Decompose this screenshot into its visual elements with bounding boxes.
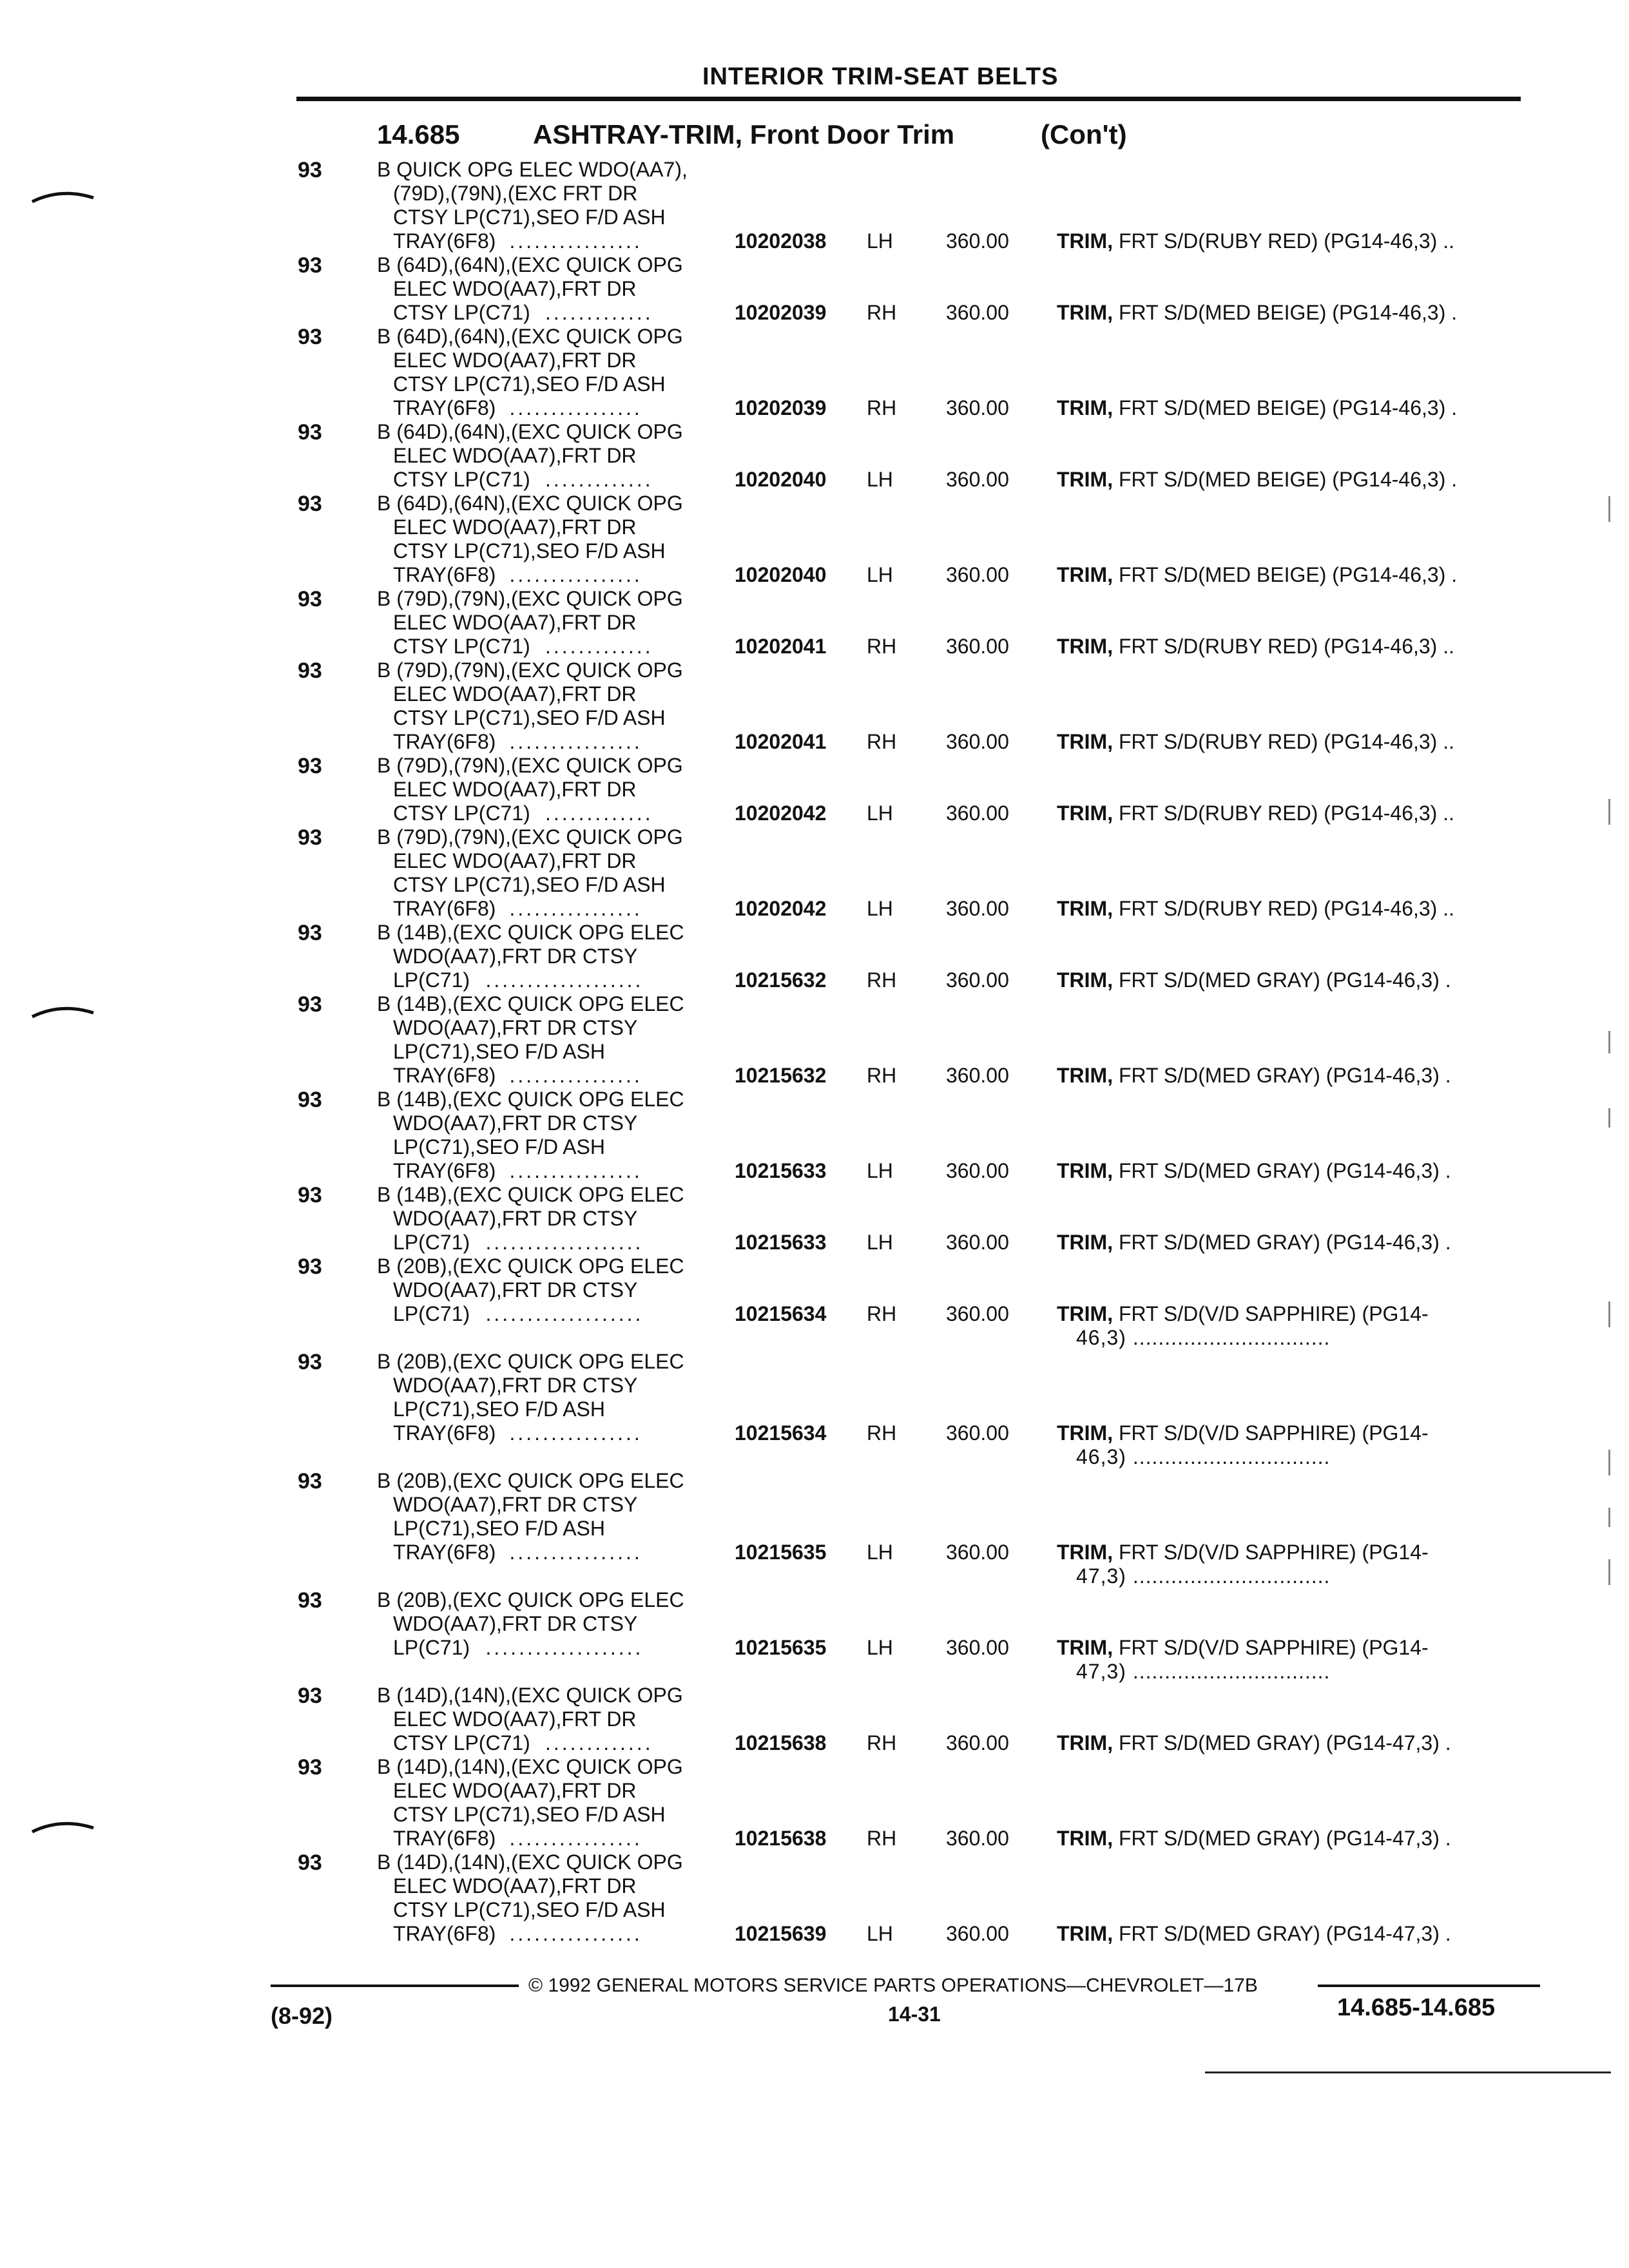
trim-leader: . [1445, 1922, 1451, 1945]
part-number: 10202038 [735, 229, 827, 253]
leader-dots: ................ [509, 1159, 642, 1182]
margin-tick [1608, 799, 1610, 825]
trim-note [1057, 1636, 1429, 1660]
leader-dots: ............. [545, 635, 653, 658]
part-number: 10215632 [735, 1064, 827, 1087]
side-indicator: RH [867, 1064, 897, 1087]
quantity-code: 360.00 [946, 968, 1009, 992]
ref-number: 93 [298, 1088, 322, 1112]
leader-dots: ................ [509, 563, 642, 586]
description-line: LP(C71),SEO F/D ASH [393, 1040, 605, 1063]
ref-number: 93 [298, 1350, 322, 1374]
punch-hole-mark [26, 999, 103, 1024]
quantity-code: 360.00 [946, 1731, 1009, 1754]
description-line: LP(C71) [393, 1231, 470, 1254]
description-line: B QUICK OPG ELEC WDO(AA7), [377, 158, 688, 181]
side-indicator: RH [867, 1827, 897, 1850]
part-number: 10202039 [735, 301, 827, 324]
footer-date: (8-92) [271, 2003, 333, 2029]
description-line: B (64D),(64N),(EXC QUICK OPG [377, 325, 683, 348]
description-line: B (14D),(14N),(EXC QUICK OPG [377, 1850, 683, 1874]
quantity-code: 360.00 [946, 229, 1009, 253]
description-line: ELEC WDO(AA7),FRT DR [393, 1707, 637, 1731]
description-line: TRAY(6F8) [393, 563, 496, 586]
trim-description: FRT S/D(MED BEIGE) (PG14-46,3) [1118, 301, 1446, 324]
description-line: CTSY LP(C71),SEO F/D ASH [393, 206, 666, 229]
trim-note [1057, 1302, 1429, 1326]
trim-note-continuation: 47,3) ............................... [1076, 1564, 1331, 1588]
ref-number: 93 [298, 1850, 322, 1875]
trim-leader: .. [1443, 635, 1454, 658]
quantity-code: 360.00 [946, 730, 1009, 753]
description-line: B (64D),(64N),(EXC QUICK OPG [377, 420, 683, 443]
description-line: ELEC WDO(AA7),FRT DR [393, 444, 637, 467]
side-indicator: RH [867, 730, 897, 753]
description-line: B (14B),(EXC QUICK OPG ELEC [377, 921, 684, 944]
trim-description: FRT S/D(MED GRAY) (PG14-46,3) [1118, 1159, 1440, 1182]
description-line: CTSY LP(C71),SEO F/D ASH [393, 1898, 666, 1921]
description-line: B (79D),(79N),(EXC QUICK OPG [377, 587, 683, 610]
description-line: CTSY LP(C71),SEO F/D ASH [393, 372, 666, 396]
trim-label: TRIM, [1057, 968, 1113, 992]
trim-note [1057, 897, 1454, 921]
description-line: CTSY LP(C71),SEO F/D ASH [393, 1803, 666, 1826]
description-line: B (64D),(64N),(EXC QUICK OPG [377, 492, 683, 515]
leader-dots: ................ [509, 1064, 642, 1087]
description-line: ELEC WDO(AA7),FRT DR [393, 682, 637, 706]
description-line: CTSY LP(C71) [393, 468, 530, 491]
trim-note-continuation: 47,3) ............................... [1076, 1660, 1331, 1683]
ref-number: 93 [298, 754, 322, 778]
description-line: B (14B),(EXC QUICK OPG ELEC [377, 1088, 684, 1111]
ref-number: 93 [298, 658, 322, 683]
trim-label: TRIM, [1057, 730, 1113, 753]
trim-note [1057, 1827, 1451, 1850]
footer-rule [1318, 1984, 1540, 1987]
trim-note [1057, 468, 1457, 492]
trim-label: TRIM, [1057, 897, 1113, 920]
leader-dots: ................... [485, 1636, 644, 1659]
footer-rule [271, 1984, 519, 1987]
description-line: WDO(AA7),FRT DR CTSY [393, 1111, 638, 1135]
description-line: CTSY LP(C71),SEO F/D ASH [393, 539, 666, 562]
quantity-code: 360.00 [946, 802, 1009, 825]
description-line: ELEC WDO(AA7),FRT DR [393, 778, 637, 801]
description-line: LP(C71),SEO F/D ASH [393, 1517, 605, 1540]
quantity-code: 360.00 [946, 563, 1009, 586]
bottom-rule [1205, 2071, 1611, 2073]
part-number: 10215633 [735, 1159, 827, 1182]
side-indicator: LH [867, 1159, 893, 1182]
trim-label: TRIM, [1057, 802, 1113, 825]
side-indicator: LH [867, 1922, 893, 1945]
trim-description: FRT S/D(RUBY RED) (PG14-46,3) [1118, 897, 1438, 920]
description-line: TRAY(6F8) [393, 1541, 496, 1564]
description-line: TRAY(6F8) [393, 1421, 496, 1445]
trim-leader: . [1445, 1827, 1451, 1850]
trim-note-continuation: 46,3) ............................... [1076, 1445, 1331, 1468]
trim-description: FRT S/D(MED BEIGE) (PG14-46,3) [1118, 396, 1446, 419]
side-indicator: RH [867, 396, 897, 419]
trim-description: FRT S/D(V/D SAPPHIRE) (PG14- [1118, 1421, 1429, 1445]
description-line: TRAY(6F8) [393, 897, 496, 920]
description-line: TRAY(6F8) [393, 730, 496, 753]
side-indicator: LH [867, 229, 893, 253]
quantity-code: 360.00 [946, 635, 1009, 658]
ref-number: 93 [298, 1684, 322, 1708]
ref-number: 93 [298, 158, 322, 182]
description-line: B (14B),(EXC QUICK OPG ELEC [377, 1183, 684, 1206]
trim-description: FRT S/D(MED GRAY) (PG14-47,3) [1118, 1922, 1440, 1945]
side-indicator: LH [867, 897, 893, 920]
side-indicator: RH [867, 1302, 897, 1325]
description-line: B (20B),(EXC QUICK OPG ELEC [377, 1350, 684, 1373]
leader-dots: ................ [509, 1827, 642, 1850]
quantity-code: 360.00 [946, 1231, 1009, 1254]
trim-description: FRT S/D(V/D SAPPHIRE) (PG14- [1118, 1636, 1429, 1659]
trim-label: TRIM, [1057, 1922, 1113, 1945]
margin-tick [1608, 1508, 1610, 1527]
trim-note [1057, 301, 1457, 325]
quantity-code: 360.00 [946, 1064, 1009, 1087]
leader-dots: ................ [509, 1541, 642, 1564]
leader-dots: ................ [509, 1421, 642, 1445]
quantity-code: 360.00 [946, 396, 1009, 419]
footer-section-range: 14.685-14.685 [1337, 1994, 1496, 2021]
side-indicator: LH [867, 468, 893, 491]
trim-description: FRT S/D(V/D SAPPHIRE) (PG14- [1118, 1541, 1429, 1564]
quantity-code: 360.00 [946, 1636, 1009, 1659]
trim-description: FRT S/D(MED GRAY) (PG14-46,3) [1118, 968, 1440, 992]
ref-number: 93 [298, 325, 322, 349]
part-number: 10202042 [735, 802, 827, 825]
part-number: 10215635 [735, 1636, 827, 1659]
trim-label: TRIM, [1057, 1636, 1113, 1659]
description-line: ELEC WDO(AA7),FRT DR [393, 849, 637, 872]
trim-description: FRT S/D(MED GRAY) (PG14-47,3) [1118, 1827, 1440, 1850]
trim-label: TRIM, [1057, 1827, 1113, 1850]
description-line: B (79D),(79N),(EXC QUICK OPG [377, 658, 683, 682]
part-number: 10215639 [735, 1922, 827, 1945]
trim-note [1057, 1421, 1429, 1445]
description-line: CTSY LP(C71),SEO F/D ASH [393, 706, 666, 729]
page-header-title: INTERIOR TRIM-SEAT BELTS [702, 63, 1059, 90]
leader-dots: ............. [545, 802, 653, 825]
trim-label: TRIM, [1057, 229, 1113, 253]
trim-leader: . [1445, 1064, 1451, 1087]
trim-label: TRIM, [1057, 1159, 1113, 1182]
description-line: ELEC WDO(AA7),FRT DR [393, 515, 637, 539]
description-line: LP(C71) [393, 1302, 470, 1325]
leader-dots: ................... [485, 1231, 644, 1254]
description-line: CTSY LP(C71) [393, 1731, 530, 1754]
quantity-code: 360.00 [946, 1922, 1009, 1945]
trim-label: TRIM, [1057, 1231, 1113, 1254]
punch-hole-mark [26, 184, 103, 209]
trim-description: FRT S/D(MED GRAY) (PG14-46,3) [1118, 1064, 1440, 1087]
description-line: LP(C71),SEO F/D ASH [393, 1135, 605, 1158]
description-line: B (20B),(EXC QUICK OPG ELEC [377, 1254, 684, 1278]
description-line: B (79D),(79N),(EXC QUICK OPG [377, 754, 683, 777]
leader-dots: ................... [485, 968, 644, 992]
trim-leader: . [1451, 396, 1458, 419]
description-line: WDO(AA7),FRT DR CTSY [393, 1493, 638, 1516]
ref-number: 93 [298, 253, 322, 278]
leader-dots: ............. [545, 1731, 653, 1754]
quantity-code: 360.00 [946, 1159, 1009, 1182]
trim-label: TRIM, [1057, 301, 1113, 324]
description-line: B (64D),(64N),(EXC QUICK OPG [377, 253, 683, 276]
ref-number: 93 [298, 1588, 322, 1613]
description-line: TRAY(6F8) [393, 1922, 496, 1945]
description-line: TRAY(6F8) [393, 396, 496, 419]
trim-note [1057, 1731, 1451, 1755]
part-number: 10215635 [735, 1541, 827, 1564]
side-indicator: RH [867, 1731, 897, 1754]
description-line: CTSY LP(C71),SEO F/D ASH [393, 873, 666, 896]
trim-leader: . [1445, 1731, 1451, 1754]
description-line: WDO(AA7),FRT DR CTSY [393, 1016, 638, 1039]
trim-description: FRT S/D(MED BEIGE) (PG14-46,3) [1118, 468, 1446, 491]
part-number: 10215634 [735, 1302, 827, 1325]
description-line: CTSY LP(C71) [393, 635, 530, 658]
part-number: 10215634 [735, 1421, 827, 1445]
description-line: B (14D),(14N),(EXC QUICK OPG [377, 1684, 683, 1707]
trim-label: TRIM, [1057, 468, 1113, 491]
trim-note [1057, 730, 1454, 754]
trim-leader: . [1451, 301, 1458, 324]
trim-note-continuation: 46,3) ............................... [1076, 1326, 1331, 1349]
trim-leader: .. [1443, 229, 1454, 253]
trim-leader: . [1451, 468, 1458, 491]
description-line: TRAY(6F8) [393, 229, 496, 253]
description-line: ELEC WDO(AA7),FRT DR [393, 349, 637, 372]
trim-note [1057, 396, 1457, 420]
part-number: 10202041 [735, 635, 827, 658]
margin-tick [1608, 1031, 1610, 1053]
trim-note [1057, 1159, 1451, 1183]
margin-tick [1608, 1559, 1610, 1585]
side-indicator: LH [867, 802, 893, 825]
trim-label: TRIM, [1057, 1064, 1113, 1087]
trim-note [1057, 229, 1454, 253]
description-line: LP(C71) [393, 1636, 470, 1659]
description-line: ELEC WDO(AA7),FRT DR [393, 277, 637, 300]
leader-dots: ................ [509, 730, 642, 753]
punch-hole-mark [26, 1814, 103, 1840]
description-line: ELEC WDO(AA7),FRT DR [393, 1874, 637, 1898]
part-number: 10202041 [735, 730, 827, 753]
trim-note [1057, 802, 1454, 825]
description-line: TRAY(6F8) [393, 1159, 496, 1182]
leader-dots: ................ [509, 897, 642, 920]
quantity-code: 360.00 [946, 1302, 1009, 1325]
description-line: (79D),(79N),(EXC FRT DR [393, 182, 638, 205]
side-indicator: LH [867, 1231, 893, 1254]
trim-leader: . [1445, 968, 1451, 992]
section-continued: (Con't) [1041, 119, 1127, 149]
trim-leader: . [1451, 563, 1458, 586]
margin-tick [1608, 1450, 1610, 1475]
ref-number: 93 [298, 587, 322, 611]
leader-dots: ................ [509, 229, 642, 253]
header-rule [296, 97, 1521, 101]
quantity-code: 360.00 [946, 1827, 1009, 1850]
side-indicator: RH [867, 301, 897, 324]
trim-description: FRT S/D(RUBY RED) (PG14-46,3) [1118, 635, 1438, 658]
trim-note [1057, 1541, 1429, 1564]
description-line: B (20B),(EXC QUICK OPG ELEC [377, 1588, 684, 1611]
description-line: TRAY(6F8) [393, 1827, 496, 1850]
description-line: ELEC WDO(AA7),FRT DR [393, 611, 637, 634]
ref-number: 93 [298, 1469, 322, 1494]
footer-copyright: © 1992 GENERAL MOTORS SERVICE PARTS OPERATIONS—CHEVROLET—17B [528, 1975, 1258, 1996]
trim-leader: . [1445, 1159, 1451, 1182]
section-number: 14.685 [377, 119, 460, 149]
trim-note [1057, 968, 1451, 992]
description-line: LP(C71),SEO F/D ASH [393, 1398, 605, 1421]
leader-dots: ................... [485, 1302, 644, 1325]
part-number: 10202042 [735, 897, 827, 920]
ref-number: 93 [298, 492, 322, 516]
part-number: 10202040 [735, 468, 827, 491]
ref-number: 93 [298, 1755, 322, 1780]
description-line: B (79D),(79N),(EXC QUICK OPG [377, 825, 683, 849]
trim-label: TRIM, [1057, 1421, 1113, 1445]
part-number: 10202040 [735, 563, 827, 586]
trim-note [1057, 1231, 1451, 1254]
part-number: 10202039 [735, 396, 827, 419]
trim-label: TRIM, [1057, 563, 1113, 586]
trim-leader: .. [1443, 802, 1454, 825]
description-line: B (14D),(14N),(EXC QUICK OPG [377, 1755, 683, 1778]
trim-leader: .. [1443, 730, 1454, 753]
description-line: WDO(AA7),FRT DR CTSY [393, 1207, 638, 1230]
leader-dots: ................ [509, 396, 642, 419]
quantity-code: 360.00 [946, 301, 1009, 324]
part-number: 10215638 [735, 1731, 827, 1754]
description-line: WDO(AA7),FRT DR CTSY [393, 1612, 638, 1635]
trim-label: TRIM, [1057, 396, 1113, 419]
trim-note [1057, 1064, 1451, 1088]
description-line: LP(C71) [393, 968, 470, 992]
trim-note [1057, 563, 1457, 587]
trim-description: FRT S/D(RUBY RED) (PG14-46,3) [1118, 229, 1438, 253]
ref-number: 93 [298, 921, 322, 945]
margin-tick [1608, 1302, 1610, 1327]
trim-description: FRT S/D(MED BEIGE) (PG14-46,3) [1118, 563, 1446, 586]
description-line: B (20B),(EXC QUICK OPG ELEC [377, 1469, 684, 1492]
description-line: WDO(AA7),FRT DR CTSY [393, 945, 638, 968]
ref-number: 93 [298, 1183, 322, 1207]
trim-leader: . [1445, 1231, 1451, 1254]
leader-dots: ............. [545, 468, 653, 491]
trim-description: FRT S/D(RUBY RED) (PG14-46,3) [1118, 730, 1438, 753]
margin-tick [1608, 496, 1610, 522]
trim-leader: .. [1443, 897, 1454, 920]
trim-description: FRT S/D(V/D SAPPHIRE) (PG14- [1118, 1302, 1429, 1325]
side-indicator: LH [867, 1636, 893, 1659]
side-indicator: RH [867, 1421, 897, 1445]
leader-dots: ............. [545, 301, 653, 324]
footer-page-number: 14-31 [888, 2003, 941, 2026]
trim-description: FRT S/D(MED GRAY) (PG14-47,3) [1118, 1731, 1440, 1754]
part-number: 10215632 [735, 968, 827, 992]
ref-number: 93 [298, 992, 322, 1017]
margin-tick [1608, 1108, 1610, 1128]
quantity-code: 360.00 [946, 468, 1009, 491]
trim-note [1057, 635, 1454, 658]
ref-number: 93 [298, 420, 322, 445]
ref-number: 93 [298, 825, 322, 850]
quantity-code: 360.00 [946, 1421, 1009, 1445]
quantity-code: 360.00 [946, 897, 1009, 920]
quantity-code: 360.00 [946, 1541, 1009, 1564]
side-indicator: RH [867, 635, 897, 658]
part-number: 10215633 [735, 1231, 827, 1254]
trim-description: FRT S/D(MED GRAY) (PG14-46,3) [1118, 1231, 1440, 1254]
leader-dots: ................ [509, 1922, 642, 1945]
description-line: CTSY LP(C71) [393, 802, 530, 825]
side-indicator: LH [867, 563, 893, 586]
trim-note [1057, 1922, 1451, 1946]
description-line: B (14B),(EXC QUICK OPG ELEC [377, 992, 684, 1015]
part-number: 10215638 [735, 1827, 827, 1850]
ref-number: 93 [298, 1254, 322, 1279]
description-line: WDO(AA7),FRT DR CTSY [393, 1278, 638, 1302]
description-line: WDO(AA7),FRT DR CTSY [393, 1374, 638, 1397]
side-indicator: RH [867, 968, 897, 992]
section-title: ASHTRAY-TRIM, Front Door Trim [533, 119, 955, 149]
trim-label: TRIM, [1057, 1302, 1113, 1325]
trim-description: FRT S/D(RUBY RED) (PG14-46,3) [1118, 802, 1438, 825]
trim-label: TRIM, [1057, 635, 1113, 658]
trim-label: TRIM, [1057, 1541, 1113, 1564]
description-line: CTSY LP(C71) [393, 301, 530, 324]
description-line: ELEC WDO(AA7),FRT DR [393, 1779, 637, 1802]
description-line: TRAY(6F8) [393, 1064, 496, 1087]
side-indicator: LH [867, 1541, 893, 1564]
trim-label: TRIM, [1057, 1731, 1113, 1754]
